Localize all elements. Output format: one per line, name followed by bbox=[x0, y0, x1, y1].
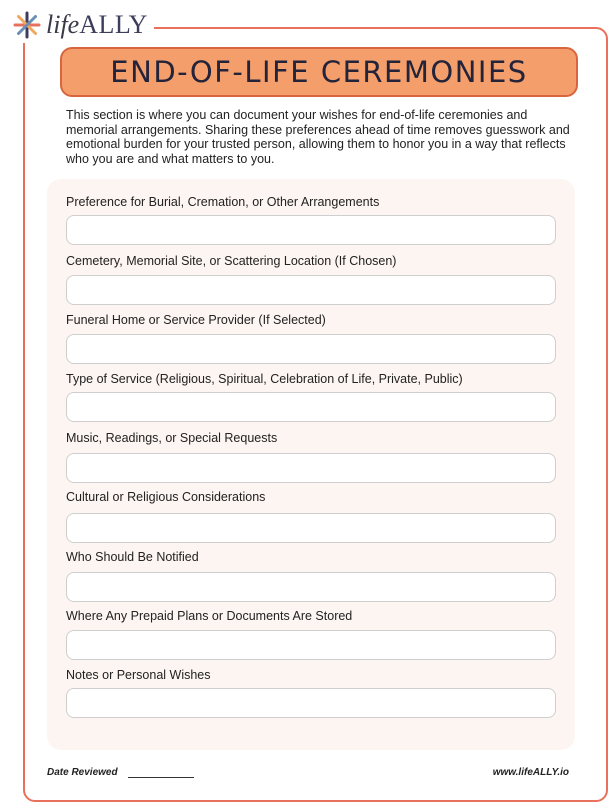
location-input[interactable] bbox=[66, 275, 556, 305]
field-label-prepaid: Where Any Prepaid Plans or Documents Are Stored bbox=[66, 609, 353, 623]
brand-life: life bbox=[46, 10, 80, 39]
field-label-arrangements: Preference for Burial, Cremation, or Other Arrangements bbox=[66, 195, 380, 209]
page-title: END-OF-LIFE CEREMONIES bbox=[110, 55, 528, 89]
starburst-logo-icon bbox=[12, 10, 42, 40]
funeral-home-input[interactable] bbox=[66, 334, 556, 364]
field-label-music-readings: Music, Readings, or Special Requests bbox=[66, 431, 278, 445]
title-banner bbox=[60, 47, 578, 97]
field-label-notify: Who Should Be Notified bbox=[66, 550, 199, 564]
field-label-funeral-home: Funeral Home or Service Provider (If Selected) bbox=[66, 313, 326, 327]
field-label-location: Cemetery, Memorial Site, or Scattering Location (If Chosen) bbox=[66, 254, 397, 268]
prepaid-input[interactable] bbox=[66, 630, 556, 660]
music-readings-input[interactable] bbox=[66, 453, 556, 483]
website-link[interactable]: www.lifeALLY.io bbox=[492, 767, 569, 778]
arrangements-input[interactable] bbox=[66, 215, 556, 245]
brand-wordmark bbox=[46, 10, 148, 40]
date-reviewed-label: Date Reviewed bbox=[47, 767, 118, 778]
field-label-notes: Notes or Personal Wishes bbox=[66, 668, 211, 682]
brand-ally: ALLY bbox=[79, 10, 148, 39]
field-label-service-type: Type of Service (Religious, Spiritual, Celebration of Life, Private, Public) bbox=[66, 372, 463, 386]
date-reviewed-line[interactable] bbox=[128, 777, 194, 778]
intro-paragraph: This section is where you can document your wishes for end-of-life ceremonies and memorial arrangements. Sharing these preferences ahead of time removes guesswork and emotional burden for your trusted person, allowing them to honor you in a way that reflects who you are and what matters to you. bbox=[66, 108, 570, 166]
notes-input[interactable] bbox=[66, 688, 556, 718]
brand-logo bbox=[8, 7, 154, 43]
field-label-cultural: Cultural or Religious Considerations bbox=[66, 490, 266, 504]
notify-input[interactable] bbox=[66, 572, 556, 602]
cultural-input[interactable] bbox=[66, 513, 556, 543]
service-type-input[interactable] bbox=[66, 392, 556, 422]
